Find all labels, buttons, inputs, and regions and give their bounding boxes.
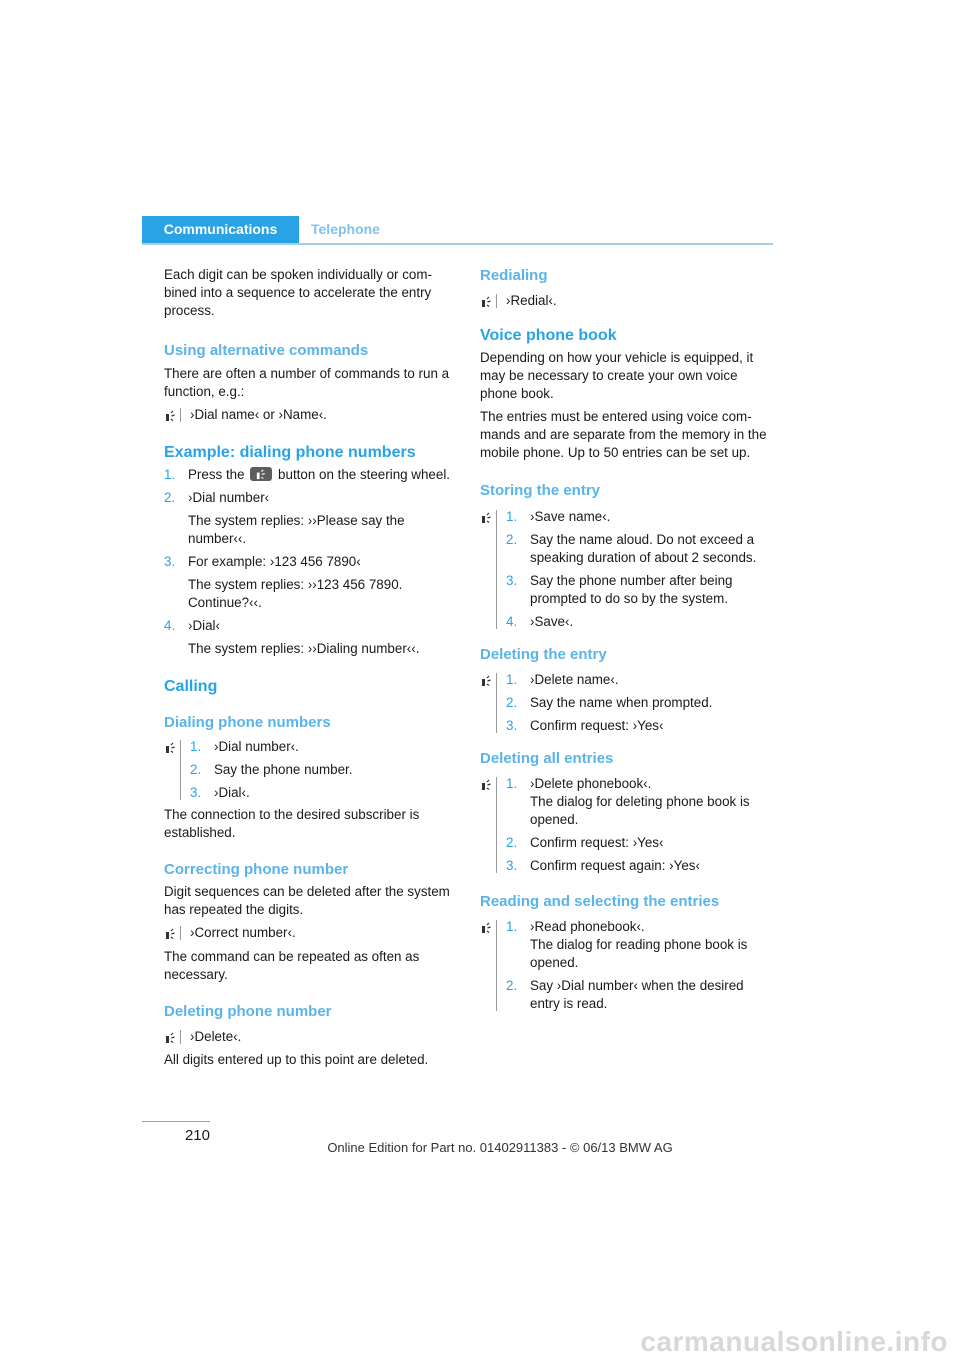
list-item: 3. Confirm request again: ›Yes‹	[506, 858, 700, 873]
dialing-heading: Dialing phone numbers	[164, 714, 331, 731]
list-item: 2. Say the phone number.	[190, 762, 353, 777]
read-heading: Reading and selecting the entries	[480, 893, 720, 910]
correct-body: Digit sequences can be deleted after the system has repeated the digits.	[164, 884, 450, 917]
delete-command: ›Delete‹.	[190, 1029, 242, 1044]
system-reply: The system replies: ››Dialing number‹‹.	[188, 641, 420, 656]
list-item: 1. ›Dial number‹.	[190, 739, 299, 754]
voice-command-icon	[480, 295, 493, 308]
step-note: The dialog for deleting phone book is opened.	[530, 794, 750, 827]
dialing-after: The connection to the desired subscriber is established.	[164, 807, 420, 840]
list-item: 4. ›Save‹.	[506, 614, 574, 629]
page-number-rule	[142, 1121, 210, 1122]
list-item: 1. ›Delete name‹.	[506, 672, 619, 687]
list-item: 2. Say the name aloud. Do not exceed a speaking duration of about 2 seconds.	[506, 532, 757, 565]
page-number: 210	[184, 1127, 210, 1144]
list-item: 3. ›Dial‹.	[190, 785, 250, 800]
voice-command-block	[480, 775, 776, 875]
store-heading: Storing the entry	[480, 482, 601, 499]
intro-paragraph: Each digit can be spoken individually or com- bined into a sequence to accelerate the entry process.	[164, 267, 432, 318]
alt-commands-body: There are often a number of commands to run a function, e.g.:	[164, 366, 450, 399]
delete-all-heading: Deleting all entries	[480, 750, 614, 767]
alt-command: ›Dial name‹ or ›Name‹.	[190, 407, 327, 422]
system-reply: The system replies: ››Please say the number‹‹.	[188, 513, 405, 546]
list-item: 1. ›Read phonebook‹.	[506, 919, 645, 934]
voice-command-block	[480, 508, 776, 631]
example-steps	[164, 466, 460, 658]
steering-wheel-talk-button-icon	[250, 467, 272, 481]
voice-command-block	[480, 292, 776, 310]
list-item: 2. Say ›Dial number‹ when the desired entry is read.	[506, 978, 744, 1011]
voice-command-icon	[164, 741, 177, 754]
section-tab: Communications	[142, 216, 299, 243]
redial-heading: Redialing	[480, 267, 548, 284]
voice-phonebook-body-2: The entries must be entered using voice com- mands and are separate from the memory in the mobile phone. Up to 50 entries can be set up.	[480, 409, 767, 460]
voice-command-block	[164, 924, 460, 942]
voice-command-icon	[480, 778, 493, 791]
correct-command: ›Correct number‹.	[190, 925, 296, 940]
voice-command-block	[164, 1028, 460, 1046]
voice-command-block	[480, 918, 776, 1013]
list-item: 2. ›Dial number‹	[164, 490, 270, 505]
voice-command-block	[164, 406, 460, 424]
alt-commands-heading: Using alternative commands	[164, 342, 369, 359]
list-item: 1. Press the button on the steering wheel.	[164, 467, 451, 482]
voice-command-icon	[480, 921, 493, 934]
list-item: 3. Say the phone number after being prompted to do so by the system.	[506, 573, 733, 606]
voice-command-block	[164, 738, 460, 802]
delete-entry-heading: Deleting the entry	[480, 646, 607, 663]
step-note: The dialog for reading phone book is opened.	[530, 937, 748, 970]
list-item: 2. Confirm request: ›Yes‹	[506, 835, 664, 850]
voice-command-icon	[480, 511, 493, 524]
voice-command-icon	[164, 409, 177, 422]
list-item: 3. Confirm request: ›Yes‹	[506, 718, 664, 733]
calling-heading: Calling	[164, 678, 218, 695]
voice-command-icon	[164, 1031, 177, 1044]
list-item: 4. ›Dial‹	[164, 618, 220, 633]
voice-command-block	[480, 671, 776, 735]
list-item: 1. ›Delete phonebook‹.	[506, 776, 652, 791]
left-column	[164, 266, 460, 1069]
list-item: 3. For example: ›123 456 7890‹	[164, 554, 361, 569]
correct-heading: Correcting phone number	[164, 861, 349, 878]
footer-edition: Online Edition for Part no. 01402911383 - © 06/13 BMW AG	[327, 1140, 673, 1155]
voice-command-icon	[480, 674, 493, 687]
right-column	[480, 266, 776, 1013]
voice-command-icon	[164, 927, 177, 940]
page-header	[142, 216, 773, 245]
system-reply: The system replies: ››123 456 7890. Continue?‹‹.	[188, 577, 403, 610]
subsection-tab: Telephone	[311, 221, 380, 237]
list-item: 2. Say the name when prompted.	[506, 695, 713, 710]
list-item: 1. ›Save name‹.	[506, 509, 611, 524]
voice-phonebook-heading: Voice phone book	[480, 327, 617, 344]
delete-heading: Deleting phone number	[164, 1003, 332, 1020]
correct-after: The command can be repeated as often as necessary.	[164, 949, 420, 982]
redial-command: ›Redial‹.	[506, 293, 557, 308]
watermark: carmanualsonline.info	[640, 1326, 948, 1357]
delete-after: All digits entered up to this point are deleted.	[164, 1052, 429, 1067]
voice-phonebook-body-1: Depending on how your vehicle is equipped, it may be necessary to create your own voice phone book.	[480, 350, 754, 401]
example-heading: Example: dialing phone numbers	[164, 444, 416, 461]
